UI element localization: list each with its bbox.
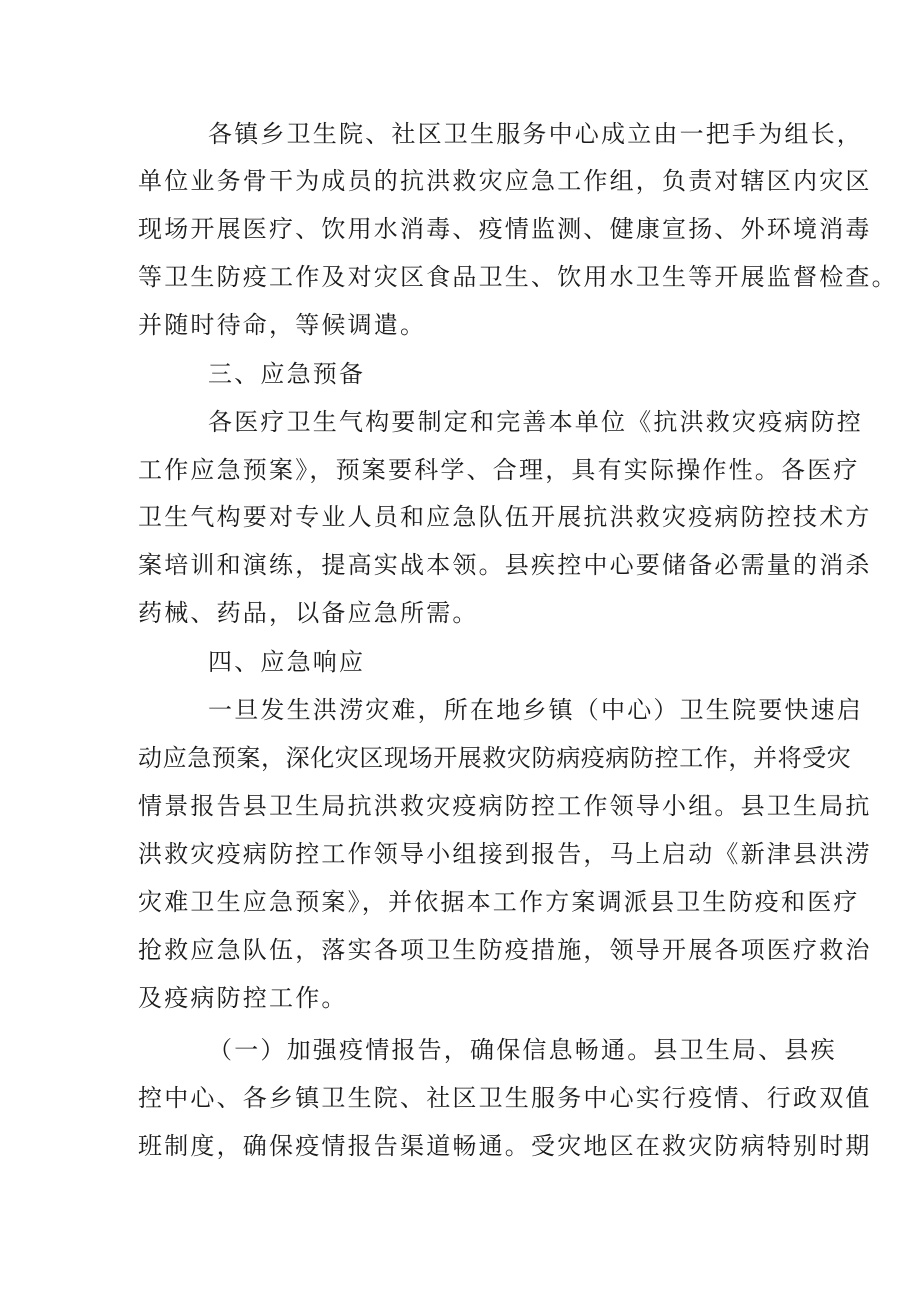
paragraph-2-line-5: 药械、药品，以备应急所需。 [138,599,479,627]
paragraph-3-line-3: 情景报告县卫生局抗洪救灾疫病防控工作领导小组。县卫生局抗 [138,792,872,820]
paragraph-1-line-5: 并随时待命，等候调遣。 [138,311,427,339]
paragraph-1-line-1: 各镇乡卫生院、社区卫生服务中心成立由一把手为组长， [208,120,863,148]
paragraph-3-line-7: 及疫病防控工作。 [138,984,348,1012]
paragraph-3-line-6: 抢救应急队伍，落实各项卫生防疫措施，领导开展各项医疗救治 [138,936,872,964]
paragraph-1-line-2: 单位业务骨干为成员的抗洪救灾应急工作组，负责对辖区内灾区 [138,167,872,195]
paragraph-1-line-4: 等卫生防疫工作及对灾区食品卫生、饮用水卫生等开展监督检查。 [138,263,898,291]
paragraph-1-line-3: 现场开展医疗、饮用水消毒、疫情监测、健康宣扬、外环境消毒 [138,215,872,243]
paragraph-2-line-1: 各医疗卫生气构要制定和完善本单位《抗洪救灾疫病防控 [208,408,863,436]
paragraph-3-line-4: 洪救灾疫病防控工作领导小组接到报告，马上启动《新津县洪涝 [138,840,872,868]
paragraph-2-line-3: 卫生气构要对专业人员和应急队伍开展抗洪救灾疫病防控技术方 [138,503,872,531]
section-heading-4: 四、应急响应 [208,648,366,676]
paragraph-4-line-2: 控中心、各乡镇卫生院、社区卫生服务中心实行疫情、行政双值 [138,1084,872,1112]
paragraph-2-line-2: 工作应急预案》，预案要科学、合理，具有实际操作性。各医疗 [138,456,860,484]
paragraph-4-line-1: （一）加强疫情报告，确保信息畅通。县卫生局、县疾 [208,1036,837,1064]
paragraph-3-line-5: 灾难卫生应急预案》，并依据本工作方案调派县卫生防疫和医疗 [138,888,860,916]
paragraph-2-line-4: 案培训和演练，提高实战本领。县疾控中心要储备必需量的消杀 [138,551,872,579]
section-heading-3: 三、应急预备 [208,360,366,388]
paragraph-3-line-1: 一旦发生洪涝灾难，所在地乡镇（中心）卫生院要快速启 [208,696,863,724]
paragraph-3-line-2: 动应急预案，深化灾区现场开展救灾防病疫病防控工作，并将受灾 [138,744,852,772]
paragraph-4-line-3: 班制度，确保疫情报告渠道畅通。受灾地区在救灾防病特别时期 [138,1132,872,1160]
